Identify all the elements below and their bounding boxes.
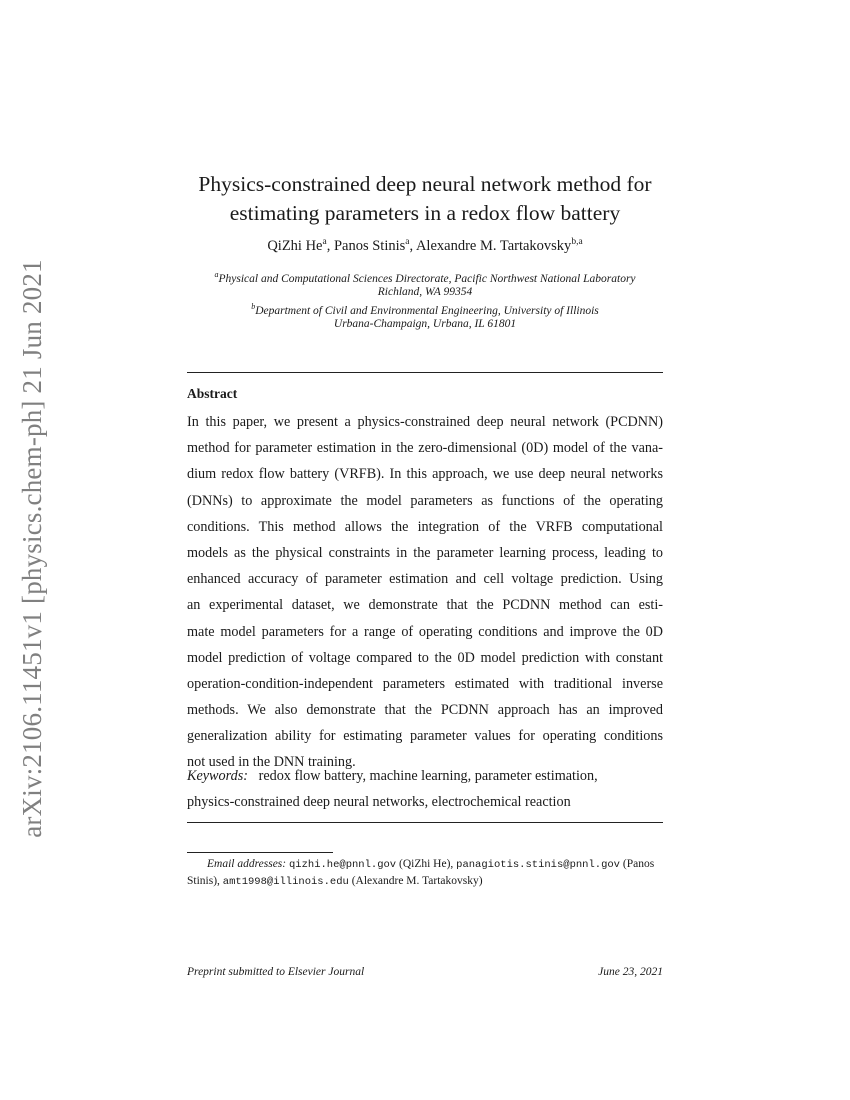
abstract-heading: Abstract	[187, 386, 238, 401]
footer-journal: Preprint submitted to Elsevier Journal	[187, 966, 365, 978]
abstract-top-rule	[187, 372, 663, 373]
author-list: QiZhi He$^a$, Panos Stinis$^a$, Alexandre M. Tartakovsky$^{b,a}$	[267, 237, 583, 254]
email-link[interactable]: amt1998@illinois.edu	[222, 876, 349, 888]
email-link[interactable]: panagiotis.stinis@pnnl.gov	[456, 859, 620, 871]
affiliation-line: $^a$Physical and Computational Sciences Directorate, Pacific Northwest National Laboratory	[214, 270, 636, 285]
affiliation-mark: b	[251, 301, 256, 311]
abstract-line: conditions. This method allows the integration of the VRFB computational	[187, 518, 663, 535]
abstract-line: generalization ability for estimating parameter values for operating conditions	[187, 728, 663, 745]
author-name: QiZhi He	[267, 237, 323, 254]
keywords-text: redox flow battery, machine learning, parameter estimation,	[258, 768, 598, 784]
email-link[interactable]: qizhi.he@pnnl.gov	[288, 859, 397, 871]
title-line: Physics-constrained deep neural network method for	[198, 172, 652, 196]
author-affil-mark: a	[405, 237, 410, 247]
abstract-line: enhanced accuracy of parameter estimation and cell voltage prediction. Using	[187, 571, 663, 588]
abstract-body	[187, 409, 663, 776]
abstract-line: methods. We also demonstrate that the PCDNN approach has an improved	[187, 702, 663, 719]
arxiv-stamp	[14, 248, 50, 848]
abstract-line: method for parameter estimation in the zero-dimensional (0D) model of the vana-	[187, 440, 663, 457]
email-owner: (QiZhi He),	[398, 858, 454, 870]
keywords	[187, 763, 663, 815]
abstract-line: (DNNs) to approximate the model parameters as functions of the operating	[187, 492, 663, 509]
affiliation-line: Urbana-Champaign, Urbana, IL 61801	[333, 318, 517, 331]
footnote-label: Email addresses:	[207, 858, 287, 870]
abstract-line: models as the physical constraints in the parameter learning process, leading to	[187, 544, 663, 561]
abstract-line: dium redox flow battery (VRFB). In this approach, we use deep neural networks	[187, 466, 663, 483]
footer-date: June 23, 2021	[598, 966, 663, 978]
author-affil-mark: a	[322, 237, 327, 247]
abstract-line: an experimental dataset, we demonstrate that the PCDNN method can esti-	[187, 597, 663, 614]
email-footnote	[187, 856, 663, 890]
abstract-bottom-rule	[187, 822, 663, 823]
abstract-line: model prediction of voltage compared to the 0D model prediction with constant	[187, 649, 663, 666]
footnote-rule	[187, 852, 333, 853]
author-name: Alexandre M. Tartakovsky	[415, 237, 572, 254]
abstract-line: operation-condition-independent parameters estimated with traditional inverse	[187, 675, 663, 692]
keywords-text: physics-constrained deep neural networks, electrochemical reaction	[187, 794, 571, 811]
arxiv-stamp-text: arXiv:2106.11451v1 [physics.chem-ph] 21 Jun 2021	[16, 258, 47, 838]
email-owner: (Panos	[622, 858, 655, 870]
keywords-label: Keywords:	[187, 768, 248, 784]
paper-title	[150, 170, 700, 228]
abstract-line: In this paper, we present a physics-constrained deep neural network (PCDNN)	[187, 414, 663, 430]
affiliation-mark: a	[214, 270, 219, 279]
abstract-line: mate model parameters for a range of operating conditions and improve the 0D	[187, 623, 663, 640]
abstract-line: not used in the DNN training.	[187, 754, 356, 771]
affiliations	[150, 268, 700, 332]
affiliation-line: $^b$Department of Civil and Environmental Engineering, University of Illinois	[251, 301, 599, 317]
title-line: estimating parameters in a redox flow battery	[229, 201, 621, 225]
email-owner: Stinis),	[187, 875, 220, 887]
affiliation-line: Richland, WA 99354	[377, 286, 473, 299]
author-affil-mark: b,a	[571, 237, 583, 247]
author-name: Panos Stinis	[333, 237, 406, 254]
email-owner: (Alexandre M. Tartakovsky)	[351, 875, 483, 887]
